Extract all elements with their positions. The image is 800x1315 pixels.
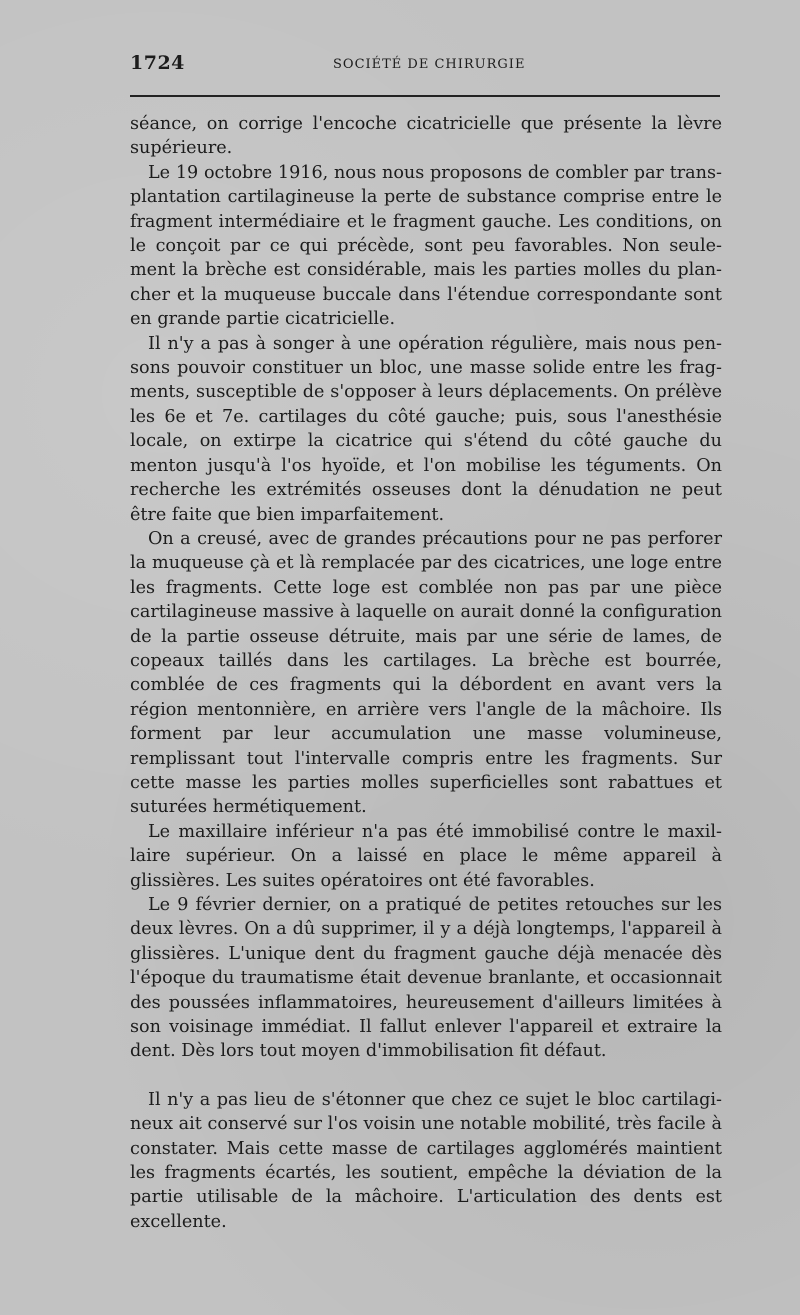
paragraph-2: Le 19 octobre 1916, nous nous proposons de combler par transplantation cartilagineuse la perte de substance comprise entre le fragment intermédiaire et le fragment gauche. Les conditions, on le conçoit par ce qui précède, sont peu favorables. Non seulement la brèche est considérable, mais les parties molles du plancher et la muqueuse buccale dans l'étendue correspondante sont en grande partie cicatricielle. (130, 162, 722, 330)
paragraph-3: Il n'y a pas à songer à une opération régulière, mais nous pensons pouvoir constituer un bloc, une masse solide entre les fragments, susceptible de s'opposer à leurs déplacements. On prélève les 6e et 7e. cartilages du côté gauche; puis, sous l'anesthésie locale, on extirpe la cicatrice qui s'étend du côté gauche du menton jusqu'à l'os hyoïde, et l'on mobilise les téguments. On recherche les extrémités osseuses dont la dénudation ne peut être faite que bien imparfaitement. (130, 333, 722, 525)
running-head: SOCIÉTÉ DE CHIRURGIE (333, 57, 526, 72)
paragraph-1: séance, on corrige l'encoche cicatricielle que présente la lèvre supérieure. (130, 114, 722, 159)
header-rule (130, 95, 720, 97)
paragraph-5: Le maxillaire inférieur n'a pas été immobilisé contre le maxillaire supérieur. On a laissé en place le même appareil à glissières. Les suites opératoires ont été favorables. (130, 821, 722, 891)
paragraph-4: On a creusé, avec de grandes précautions pour ne pas perforer la muqueuse çà et là remplacée par des cicatrices, une loge entre les fragments. Cette loge est comblée non pas par une pièce cartilagineuse massive à laquelle on aurait donné la configuration de la partie osseuse détruite, mais par une série de lames, de copeaux taillés dans les cartilages. La brèche est bourrée, comblée de ces fragments qui la débordent en avant vers la région mentonnière, en arrière vers l'angle de la mâchoire. Ils forment par leur accumulation une masse volumineuse, remplissant tout l'intervalle compris entre les fragments. Sur cette masse les parties molles superficielles sont rabattues et suturées hermétiquement. (130, 528, 722, 818)
page-header (130, 52, 720, 82)
body-text (130, 112, 722, 1234)
page-number: 1724 (130, 52, 185, 74)
section-gap (130, 1064, 722, 1088)
paragraph-6: Le 9 février dernier, on a pratiqué de petites retouches sur les deux lèvres. On a dû supprimer, il y a déjà longtemps, l'appareil à glissières. L'unique dent du fragment gauche déjà menacée dès l'époque du traumatisme était devenue branlante, et occasionnait des poussées inflammatoires, heureusement d'ailleurs limitées à son voisinage immédiat. Il fallut enlever l'appareil et extraire la dent. Dès lors tout moyen d'immobilisation fit défaut. (130, 895, 722, 1062)
paragraph-7: Il n'y a pas lieu de s'étonner que chez ce sujet le bloc cartilagineux ait conservé sur l'os voisin une notable mobilité, très facile à constater. Mais cette masse de cartilages agglomérés maintient les fragments écartés, les soutient, empêche la déviation de la partie utilisable de la mâchoire. L'articulation des dents est excellente. (130, 1089, 722, 1232)
